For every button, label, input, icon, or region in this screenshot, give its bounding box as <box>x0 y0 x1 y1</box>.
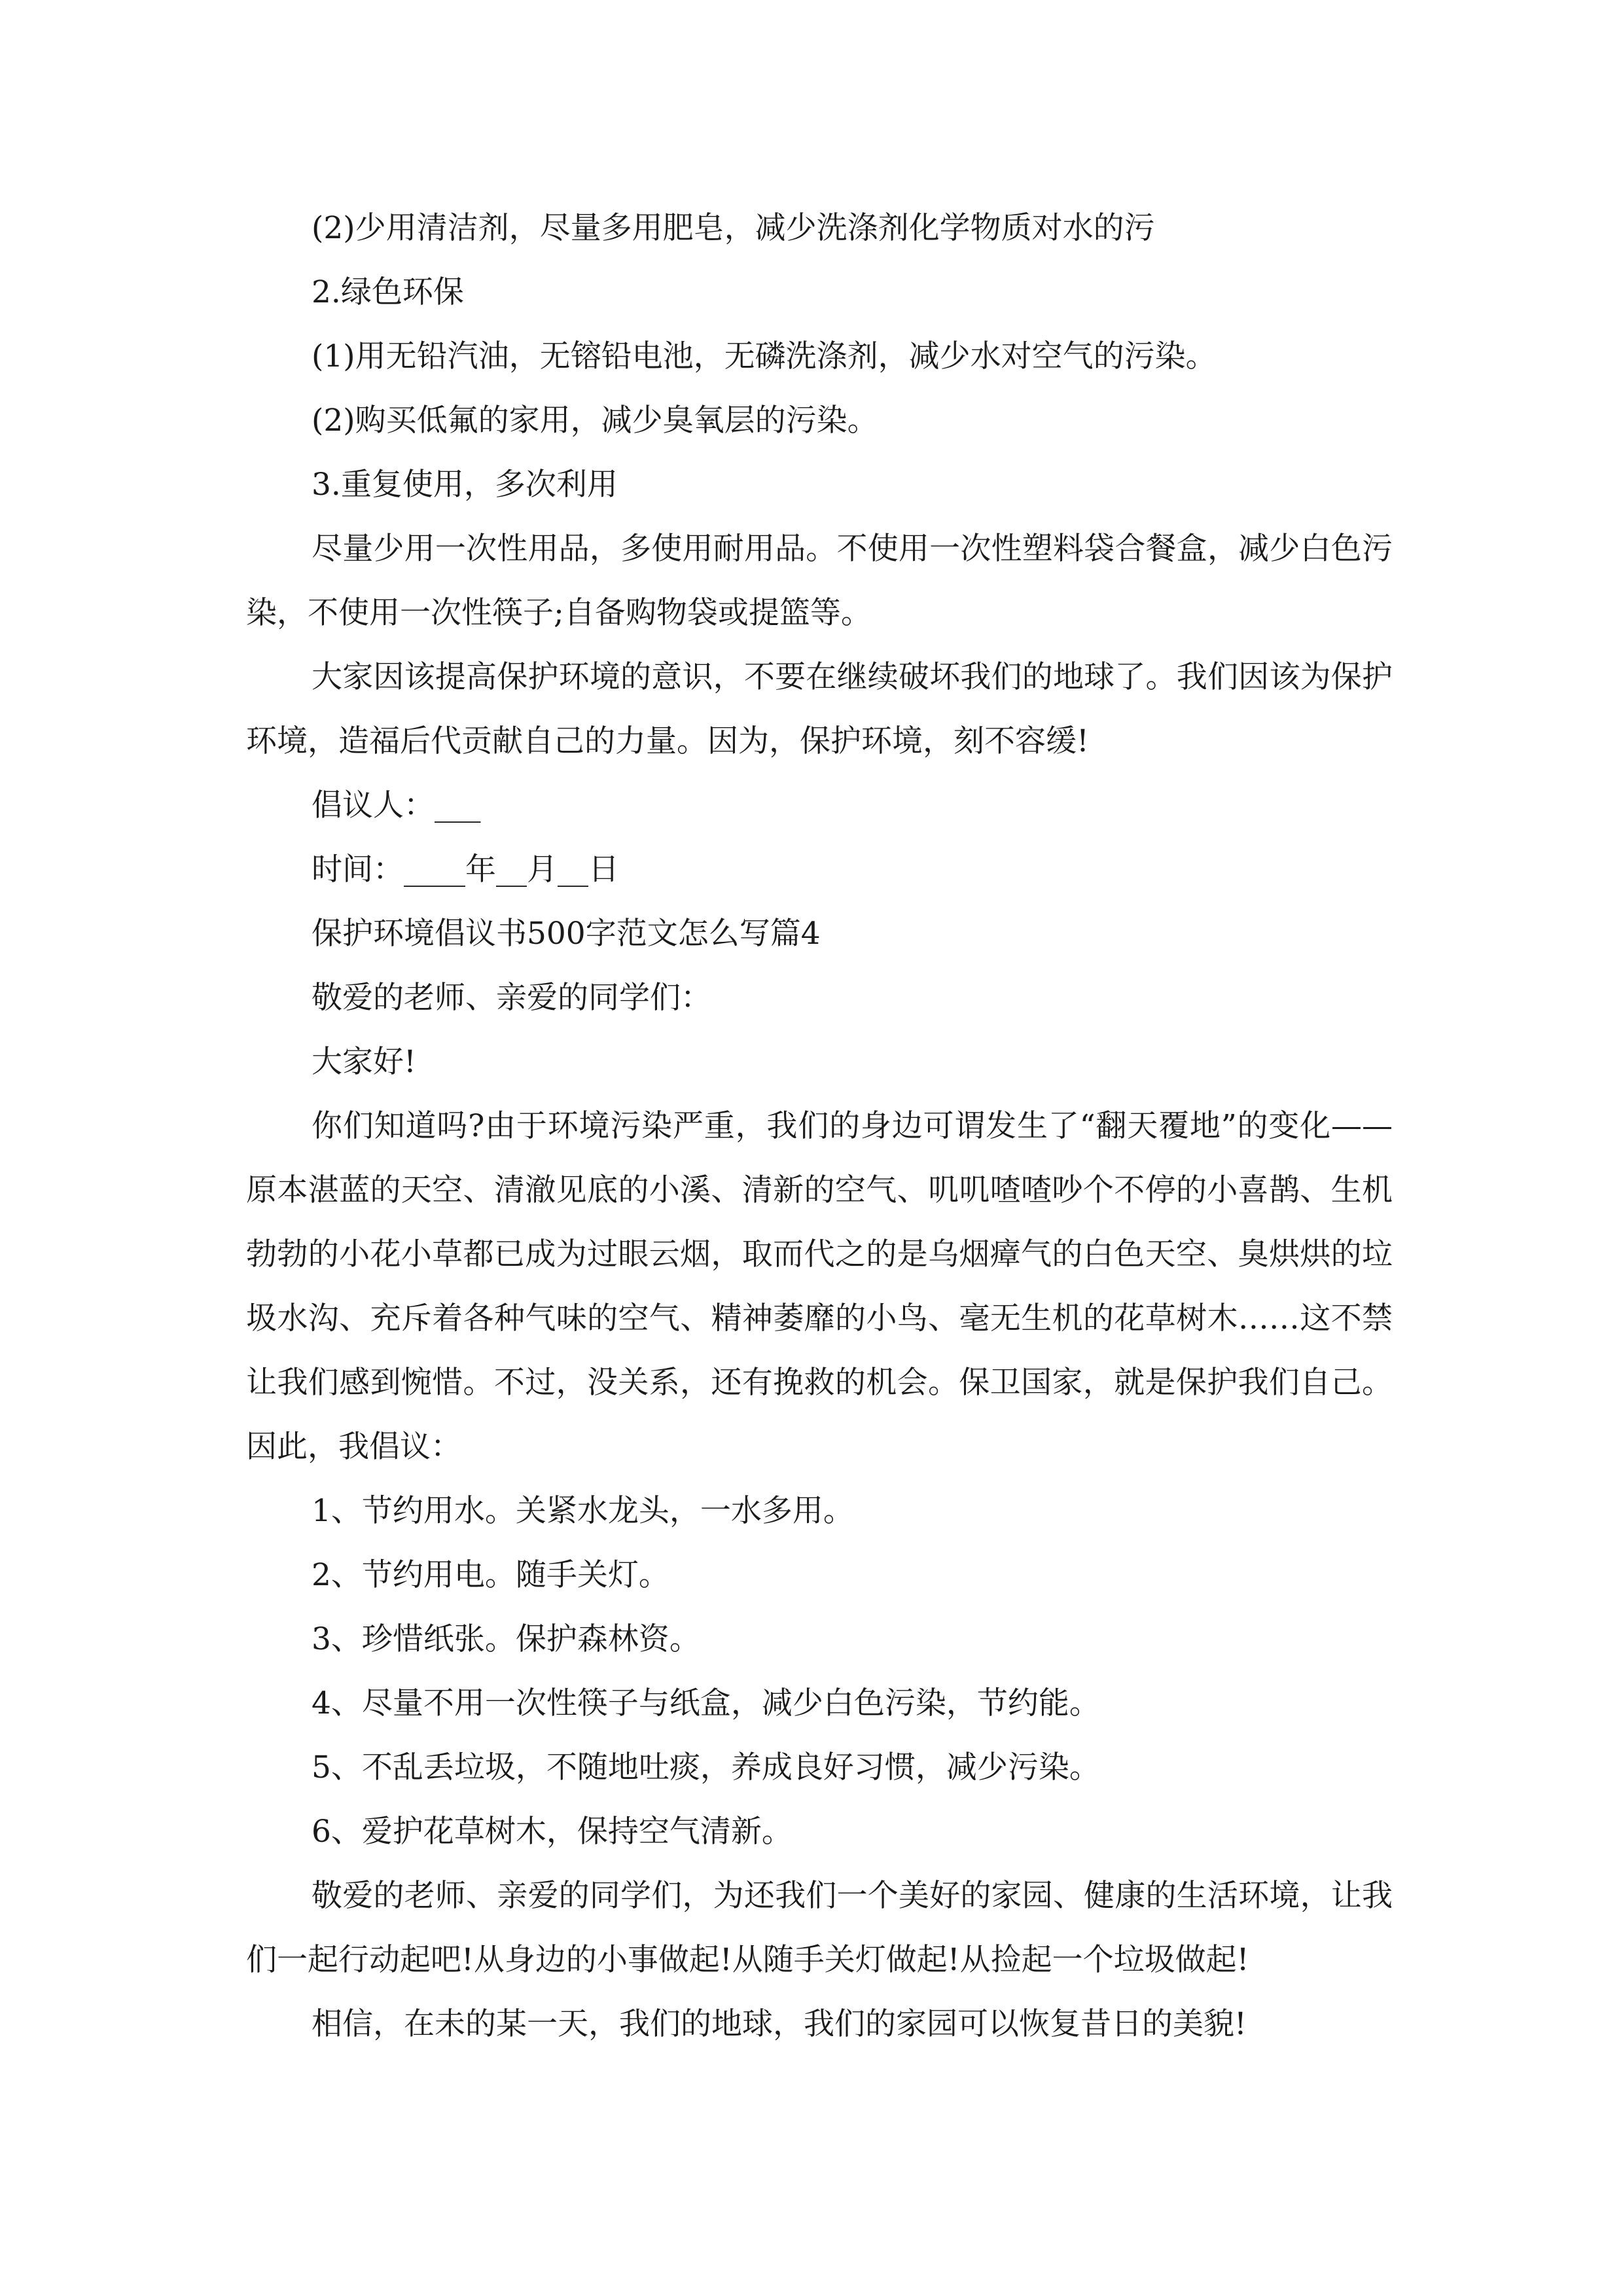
paragraph-intro: 你们知道吗?由于环境污染严重，我们的身边可谓发生了“翻天覆地”的变化——原本湛蓝的天空、清澈见底的小溪、清新的空气、叽叽喳喳吵个不停的小喜鹊、生机勃勃的小花小草都已成为过眼云烟，取而代之的是乌烟瘴气的白色天空、臭烘烘的垃圾水沟、充斥着各种气味的空气、精神萎靡的小鸟、毫无生机的花草树木……这不禁让我们感到惋惜。不过，没关系，还有挽救的机会。保卫国家，就是保护我们自己。因此，我倡议： <box>246 1108 1393 1465</box>
list-item-3: 3、珍惜纸张。保护森林资。 <box>312 1621 700 1657</box>
list-item-4: 4、尽量不用一次性筷子与纸盒，减少白色污染，节约能。 <box>312 1685 1100 1721</box>
paragraph-item2-detergent: (2)少用清洁剂，尽量多用肥皂，减少洗涤剂化学物质对水的污 <box>312 210 1155 246</box>
section-heading-green: 2.绿色环保 <box>312 274 464 310</box>
proposer-line: 倡议人：___ <box>312 787 481 823</box>
greeting: 大家好! <box>312 1044 416 1080</box>
date-line: 时间：____年__月__日 <box>312 852 619 888</box>
paragraph-disposables: 尽量少用一次性用品，多使用耐用品。不使用一次性塑料袋合餐盒，减少白色污染，不使用一次性筷子;自备购物袋或提篮等。 <box>246 531 1393 631</box>
paragraph-awareness: 大家因该提高保护环境的意识，不要在继续破坏我们的地球了。我们因该为保护环境，造福后代贡献自己的力量。因为，保护环境，刻不容缓! <box>246 659 1393 759</box>
paragraph-call-to-action: 敬爱的老师、亲爱的同学们，为还我们一个美好的家园、健康的生活环境，让我们一起行动起吧!从身边的小事做起!从随手关灯做起!从捡起一个垃圾做起! <box>246 1878 1393 1978</box>
document-page <box>246 196 1393 2056</box>
article-title: 保护环境倡议书500字范文怎么写篇4 <box>312 916 821 952</box>
list-item-6: 6、爱护花草树木，保持空气清新。 <box>312 1814 793 1850</box>
list-item-2: 2、节约用电。随手关灯。 <box>312 1557 669 1593</box>
list-item-1: 1、节约用水。关紧水龙头，一水多用。 <box>312 1493 854 1529</box>
paragraph-item1-unleaded: (1)用无铅汽油，无镕铅电池，无磷洗涤剂，减少水对空气的污染。 <box>312 338 1217 374</box>
section-heading-reuse: 3.重复使用，多次利用 <box>312 467 618 503</box>
paragraph-item2-low-fluorine: (2)购买低氟的家用，减少臭氧层的污染。 <box>312 403 878 439</box>
paragraph-closing: 相信，在未的某一天，我们的地球，我们的家园可以恢复昔日的美貌! <box>312 2006 1247 2042</box>
list-item-5: 5、不乱丢垃圾，不随地吐痰，养成良好习惯，减少污染。 <box>312 1749 1100 1785</box>
salutation: 敬爱的老师、亲爱的同学们： <box>312 980 711 1016</box>
